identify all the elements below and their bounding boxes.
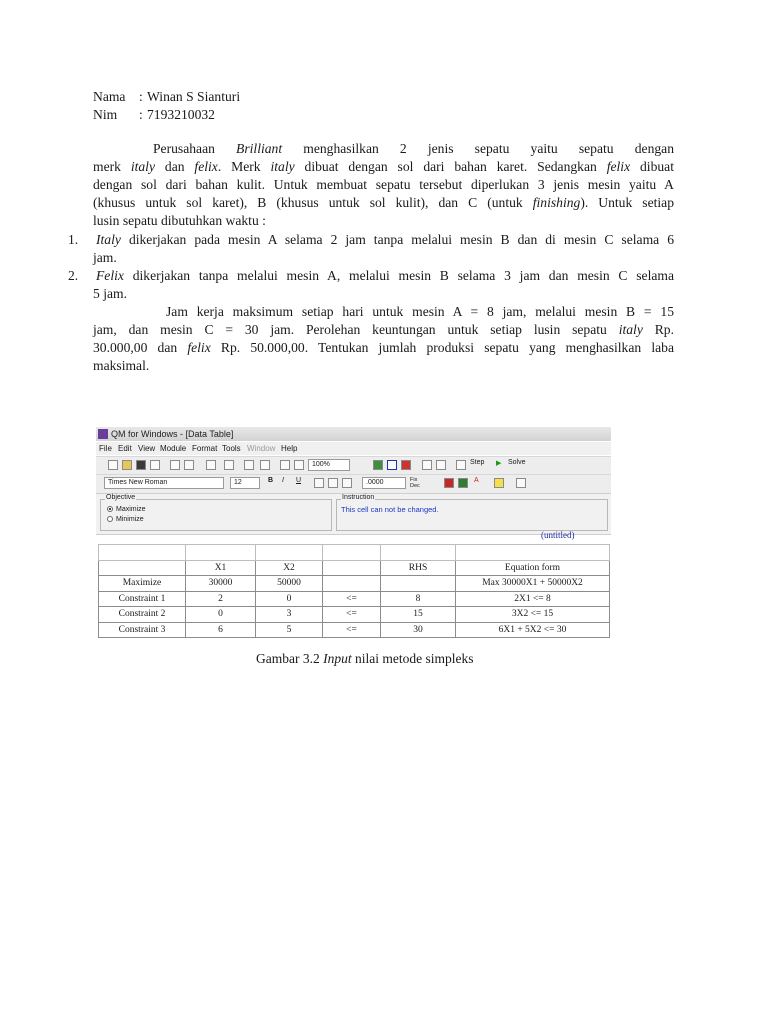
nim-separator: : <box>139 107 143 122</box>
row-label[interactable]: Constraint 3 <box>99 622 186 638</box>
solve-button[interactable]: Solve <box>508 459 526 466</box>
table-cell[interactable] <box>456 545 610 561</box>
objective-instruction-panel <box>96 493 611 535</box>
insert-row-icon[interactable] <box>244 460 254 470</box>
table-cell[interactable]: 0 <box>256 591 323 607</box>
format-painter-icon[interactable] <box>224 460 234 470</box>
solve-arrow-icon[interactable]: ▶ <box>496 460 502 467</box>
table-row <box>99 591 610 607</box>
color-palette-icon[interactable] <box>458 478 468 488</box>
print-icon[interactable] <box>150 460 160 470</box>
brand-felix: felix <box>606 159 631 174</box>
menu-bar <box>96 442 611 455</box>
text: Gambar 3.2 <box>256 651 324 666</box>
name-separator: : <box>139 89 143 104</box>
text-italic: finishing <box>532 195 581 210</box>
list-item-line <box>96 267 674 285</box>
grid-icon[interactable] <box>206 460 216 470</box>
table-icon[interactable] <box>280 460 290 470</box>
table-cell[interactable]: 2 <box>186 591 256 607</box>
table-cell[interactable]: 8 <box>381 591 456 607</box>
radio-dot <box>107 516 113 522</box>
table-cell[interactable]: <= <box>323 622 381 638</box>
brand-felix: felix <box>187 340 211 355</box>
name-label: Nama <box>93 89 126 104</box>
data-table <box>98 544 610 638</box>
row-label[interactable]: Constraint 1 <box>99 591 186 607</box>
underline-button[interactable]: U <box>296 477 302 484</box>
table-cell[interactable]: 0 <box>186 607 256 623</box>
font-name-select[interactable]: Times New Roman <box>104 477 224 489</box>
align-left-icon[interactable] <box>314 478 324 488</box>
text: dikerjakan tanpa melalui mesin A, melalui mesin B selama 3 jam dan mesin C selama <box>123 268 674 283</box>
zero-icon[interactable] <box>444 478 454 488</box>
name-value: Winan S Sianturi <box>147 89 241 104</box>
font-size-select[interactable]: 12 <box>230 477 260 489</box>
text: dibuat dengan sol dari bahan karet. Sedangkan <box>294 159 607 174</box>
table-row <box>99 545 610 561</box>
window-title: QM for Windows - [Data Table] <box>111 429 234 439</box>
chart-bar-icon[interactable] <box>436 460 446 470</box>
text: menghasilkan 2 jenis sepatu yaitu sepatu dengan <box>282 141 674 156</box>
text: Perusahaan <box>153 141 237 156</box>
menu-tools[interactable]: Tools <box>222 444 241 453</box>
text: Minimize <box>116 516 144 523</box>
minimize-radio[interactable] <box>107 516 144 523</box>
paragraph-line: Jam kerja maksimum setiap hari untuk mesin A = 8 jam, melalui mesin B = 15 <box>166 304 674 319</box>
figure-caption <box>256 651 473 667</box>
text-italic: Input <box>323 651 352 666</box>
list-number: 2. <box>68 268 79 283</box>
equation-cell[interactable]: Max 30000X1 + 50000X2 <box>456 576 610 592</box>
brand-italy: italy <box>618 322 643 337</box>
paragraph-line <box>153 140 674 158</box>
table-cell[interactable]: 15 <box>381 607 456 623</box>
paragraph-line <box>93 321 674 339</box>
table-cell[interactable]: <= <box>323 607 381 623</box>
insert-column-icon[interactable] <box>260 460 270 470</box>
table-row <box>99 607 610 623</box>
instruction-text: This cell can not be changed. <box>341 505 439 514</box>
triangle-icon[interactable] <box>387 460 397 470</box>
borders-icon[interactable] <box>516 478 526 488</box>
text: dikerjakan pada mesin A selama 2 jam tanpa melalui mesin B dan di mesin C selama 6 <box>120 232 674 247</box>
qm-screenshot <box>96 427 611 640</box>
equation-cell[interactable]: 3X2 <= 15 <box>456 607 610 623</box>
equation-cell[interactable]: 6X1 + 5X2 <= 30 <box>456 622 610 638</box>
table-cell[interactable] <box>256 545 323 561</box>
fill-color-icon[interactable] <box>494 478 504 488</box>
text: (khusus untuk sol karet), B (khusus untuk sol kulit), dan C (untuk <box>93 195 533 210</box>
equation-cell[interactable]: 2X1 <= 8 <box>456 591 610 607</box>
paragraph-line: lusin sepatu dibutuhkan waktu : <box>93 213 266 228</box>
decimal-format-select[interactable]: .0000 <box>362 477 406 489</box>
table-cell[interactable] <box>99 545 186 561</box>
table-cell[interactable]: 50000 <box>256 576 323 592</box>
table-cell[interactable]: 6 <box>186 622 256 638</box>
menu-edit[interactable]: Edit <box>118 444 132 453</box>
instruction-label: Instruction <box>342 494 375 501</box>
objective-group <box>100 494 332 531</box>
text: Maximize <box>116 506 146 513</box>
step-icon[interactable] <box>456 460 466 470</box>
text: Rp. <box>642 322 674 337</box>
format-toolbar <box>96 474 611 493</box>
text: nilai metode simpleks <box>351 651 474 666</box>
table-cell[interactable] <box>323 576 381 592</box>
chart-icon[interactable] <box>373 460 383 470</box>
list-item-line: 5 jam. <box>93 286 127 301</box>
bold-button[interactable]: B <box>268 477 274 484</box>
paste-icon[interactable] <box>184 460 194 470</box>
table-cell[interactable] <box>381 545 456 561</box>
text: Rp. 50.000,00. Tentukan jumlah produksi sepatu yang menghasilkan laba <box>210 340 674 355</box>
text: . Merk <box>217 159 271 174</box>
table-header[interactable]: X1 <box>186 560 256 576</box>
radio-dot <box>107 506 113 512</box>
copy-icon[interactable] <box>170 460 180 470</box>
zoom-select[interactable]: 100% <box>308 459 350 471</box>
brand-italy: Italy <box>96 232 121 247</box>
app-icon <box>98 429 108 439</box>
step-button[interactable]: Step <box>470 459 485 466</box>
table-header[interactable] <box>323 560 381 576</box>
instruction-group <box>336 494 608 531</box>
menu-help[interactable]: Help <box>281 444 298 453</box>
paragraph-line: maksimal. <box>93 358 150 373</box>
menu-module[interactable]: Module <box>160 444 187 453</box>
open-folder-icon[interactable] <box>122 460 132 470</box>
table-header[interactable]: X2 <box>256 560 323 576</box>
row-label[interactable]: Constraint 2 <box>99 607 186 623</box>
table-cell[interactable] <box>381 576 456 592</box>
text: dibuat <box>630 159 674 174</box>
nim-label: Nim <box>93 107 118 122</box>
brand-italy: italy <box>270 159 295 174</box>
align-right-icon[interactable] <box>342 478 352 488</box>
help-cursor-icon[interactable] <box>422 460 432 470</box>
brand-name: Brilliant <box>236 141 283 156</box>
title-bar <box>96 427 611 441</box>
paragraph-line <box>93 339 674 357</box>
untitled-label: (untitled) <box>541 530 575 540</box>
paragraph-line: dengan sol dari bahan kulit. Untuk membuat sepatu tersebut diperlukan 3 jenis mesin yaitu A <box>93 177 674 192</box>
objective-label: Objective <box>106 494 136 501</box>
menu-format[interactable]: Format <box>192 444 218 453</box>
paragraph-line <box>93 194 674 212</box>
table-row <box>99 576 610 592</box>
brand-italy: italy <box>130 159 155 174</box>
brand-felix: Felix <box>96 268 124 283</box>
save-icon[interactable] <box>136 460 146 470</box>
table-row <box>99 622 610 638</box>
brand-felix: felix <box>194 159 218 174</box>
paragraph-line <box>93 158 674 176</box>
table-header[interactable]: RHS <box>381 560 456 576</box>
text: merk <box>93 159 131 174</box>
menu-file[interactable]: File <box>99 444 112 453</box>
fix-dec-button[interactable]: Fix Dec <box>410 477 420 489</box>
text: dan <box>155 159 195 174</box>
list-number: 1. <box>68 232 79 247</box>
table-cell[interactable]: <= <box>323 591 381 607</box>
table-cell[interactable]: 30000 <box>186 576 256 592</box>
table-cell[interactable] <box>323 545 381 561</box>
new-file-icon[interactable] <box>108 460 118 470</box>
list-item-line: jam. <box>93 250 117 265</box>
font-color-icon[interactable]: A <box>474 477 479 484</box>
table-cell[interactable]: 30 <box>381 622 456 638</box>
row-label[interactable]: Maximize <box>99 576 186 592</box>
text: 30.000,00 dan <box>93 340 188 355</box>
menu-view[interactable]: View <box>138 444 156 453</box>
maximize-radio[interactable] <box>107 506 146 513</box>
table-header[interactable] <box>99 560 186 576</box>
menu-window[interactable]: Window <box>247 444 276 453</box>
text: jam, dan mesin C = 30 jam. Perolehan keuntungan untuk setiap lusin sepatu <box>93 322 619 337</box>
table-cell[interactable]: 3 <box>256 607 323 623</box>
table-cell[interactable] <box>186 545 256 561</box>
calculator-icon[interactable] <box>294 460 304 470</box>
graph-icon[interactable] <box>401 460 411 470</box>
table-cell[interactable]: 5 <box>256 622 323 638</box>
table-header[interactable]: Equation form <box>456 560 610 576</box>
standard-toolbar <box>96 456 611 474</box>
text: ). Untuk setiap <box>580 195 674 210</box>
align-center-icon[interactable] <box>328 478 338 488</box>
list-item-line <box>96 231 674 249</box>
nim-value: 7193210032 <box>147 107 215 122</box>
table-header-row <box>99 560 610 576</box>
italic-button[interactable]: I <box>282 477 284 484</box>
